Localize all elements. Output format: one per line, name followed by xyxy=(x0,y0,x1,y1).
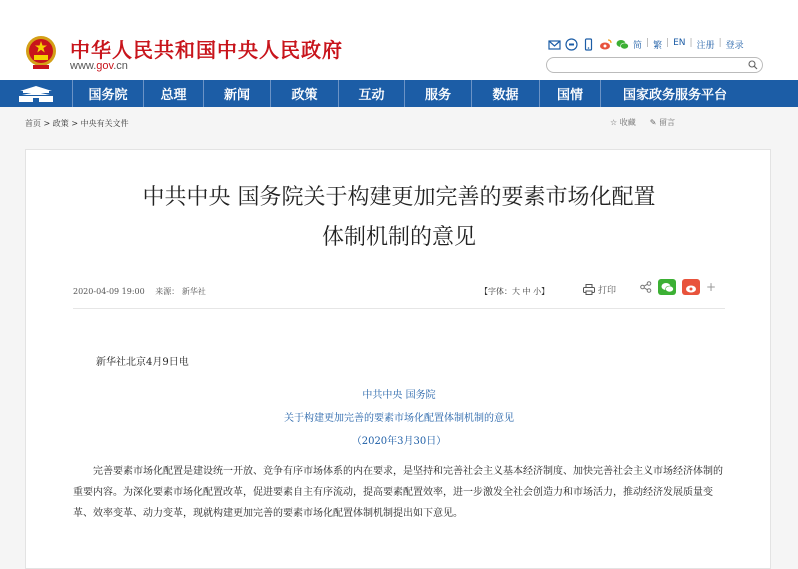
doc-issuer: 中共中央 国务院 xyxy=(362,390,436,401)
nav-item-state-council[interactable]: 国务院 xyxy=(73,80,144,107)
wechat-icon xyxy=(661,282,674,293)
share-icon[interactable] xyxy=(640,281,652,293)
login-link[interactable]: 登录 xyxy=(725,40,744,51)
register-link[interactable]: 注册 xyxy=(696,40,715,51)
print-button[interactable] xyxy=(583,283,616,296)
national-emblem-icon[interactable] xyxy=(25,34,57,70)
traditional-link[interactable]: 繁 xyxy=(653,40,663,51)
article-paragraph: 完善要素市场化配置是建设统一开放、竞争有序市场体系的内在要求，是坚持和完善社会主义基本经济制度、加快完善社会主义市场经济体制的重要内容。为深化要素市场化配置改革，促进要素自主有序流动，提高要素配置效率，进一步激发全社会创造力和市场活力，推动经济发展质量变革、效率变革、动力变革，现就构建更加完善的要素市场化配置体制机制提出如下意见。 xyxy=(73,466,723,519)
search-icon[interactable] xyxy=(748,60,758,70)
main-nav xyxy=(0,80,798,107)
top-links xyxy=(633,38,744,51)
wechat-share-button[interactable] xyxy=(658,279,676,295)
separator: | xyxy=(689,37,693,48)
article-title xyxy=(0,178,798,258)
comment-button[interactable]: ✎ 留言 xyxy=(649,118,675,127)
mail-icon[interactable] xyxy=(548,38,561,51)
english-link[interactable]: EN xyxy=(673,37,686,48)
star-icon: ☆ xyxy=(610,118,618,127)
nav-item-service-platform[interactable]: 国家政务服务平台 xyxy=(622,88,727,103)
doc-date: （2020年3月30日） xyxy=(351,436,447,447)
nav-item-services[interactable]: 服务 xyxy=(405,80,472,107)
nav-item-policy[interactable]: 政策 xyxy=(271,80,339,107)
weibo-icon xyxy=(685,282,698,293)
title-line-2: 体制机制的意见 xyxy=(321,225,476,250)
separator: | xyxy=(646,37,650,48)
nav-item-data[interactable]: 数据 xyxy=(472,80,540,107)
nav-item-national-info[interactable]: 国情 xyxy=(540,80,601,107)
page-actions xyxy=(610,117,675,128)
phone-icon[interactable] xyxy=(565,38,578,51)
share-bar xyxy=(640,279,716,295)
title-line-1: 中共中央 国务院关于构建更加完善的要素市场化配置 xyxy=(142,185,656,210)
doc-title: 关于构建更加完善的要素市场化配置体制机制的意见 xyxy=(284,413,514,424)
article-meta xyxy=(73,286,214,297)
simplified-link[interactable]: 简 xyxy=(633,40,643,51)
separator: | xyxy=(666,37,670,48)
font-size-switcher[interactable]: 【字体：大 中 小】 xyxy=(480,287,550,296)
article-source: 来源： 新华社 xyxy=(155,287,206,296)
site-url: www.gov.cn xyxy=(70,60,128,72)
nav-item-premier[interactable]: 总理 xyxy=(144,80,204,107)
printer-icon xyxy=(583,284,595,295)
search-input[interactable] xyxy=(546,57,763,73)
publish-date: 2020-04-09 19:00 xyxy=(73,287,145,296)
print-label: 打印 xyxy=(598,286,617,296)
pencil-icon: ✎ xyxy=(649,118,657,127)
mobile-icon[interactable] xyxy=(582,38,595,51)
site-title[interactable]: 中华人民共和国中央人民政府 xyxy=(70,38,343,62)
wechat-icon[interactable] xyxy=(616,38,629,51)
weibo-icon[interactable] xyxy=(599,38,612,51)
meta-divider xyxy=(73,308,725,309)
nav-item-news[interactable]: 新闻 xyxy=(204,80,271,107)
nav-home[interactable] xyxy=(0,80,73,107)
weibo-share-button[interactable] xyxy=(682,279,700,295)
top-toolbar xyxy=(548,36,744,52)
tiananmen-icon xyxy=(16,85,56,103)
separator: | xyxy=(718,37,722,48)
breadcrumb[interactable]: 首页 > 政策 > 中央有关文件 xyxy=(25,119,129,128)
article-dateline: 新华社北京4月9日电 xyxy=(96,357,189,368)
site-header xyxy=(0,0,798,80)
nav-item-interaction[interactable]: 互动 xyxy=(339,80,405,107)
more-share-icon[interactable]: + xyxy=(706,280,717,294)
favorite-button[interactable]: ☆ 收藏 xyxy=(610,118,636,127)
